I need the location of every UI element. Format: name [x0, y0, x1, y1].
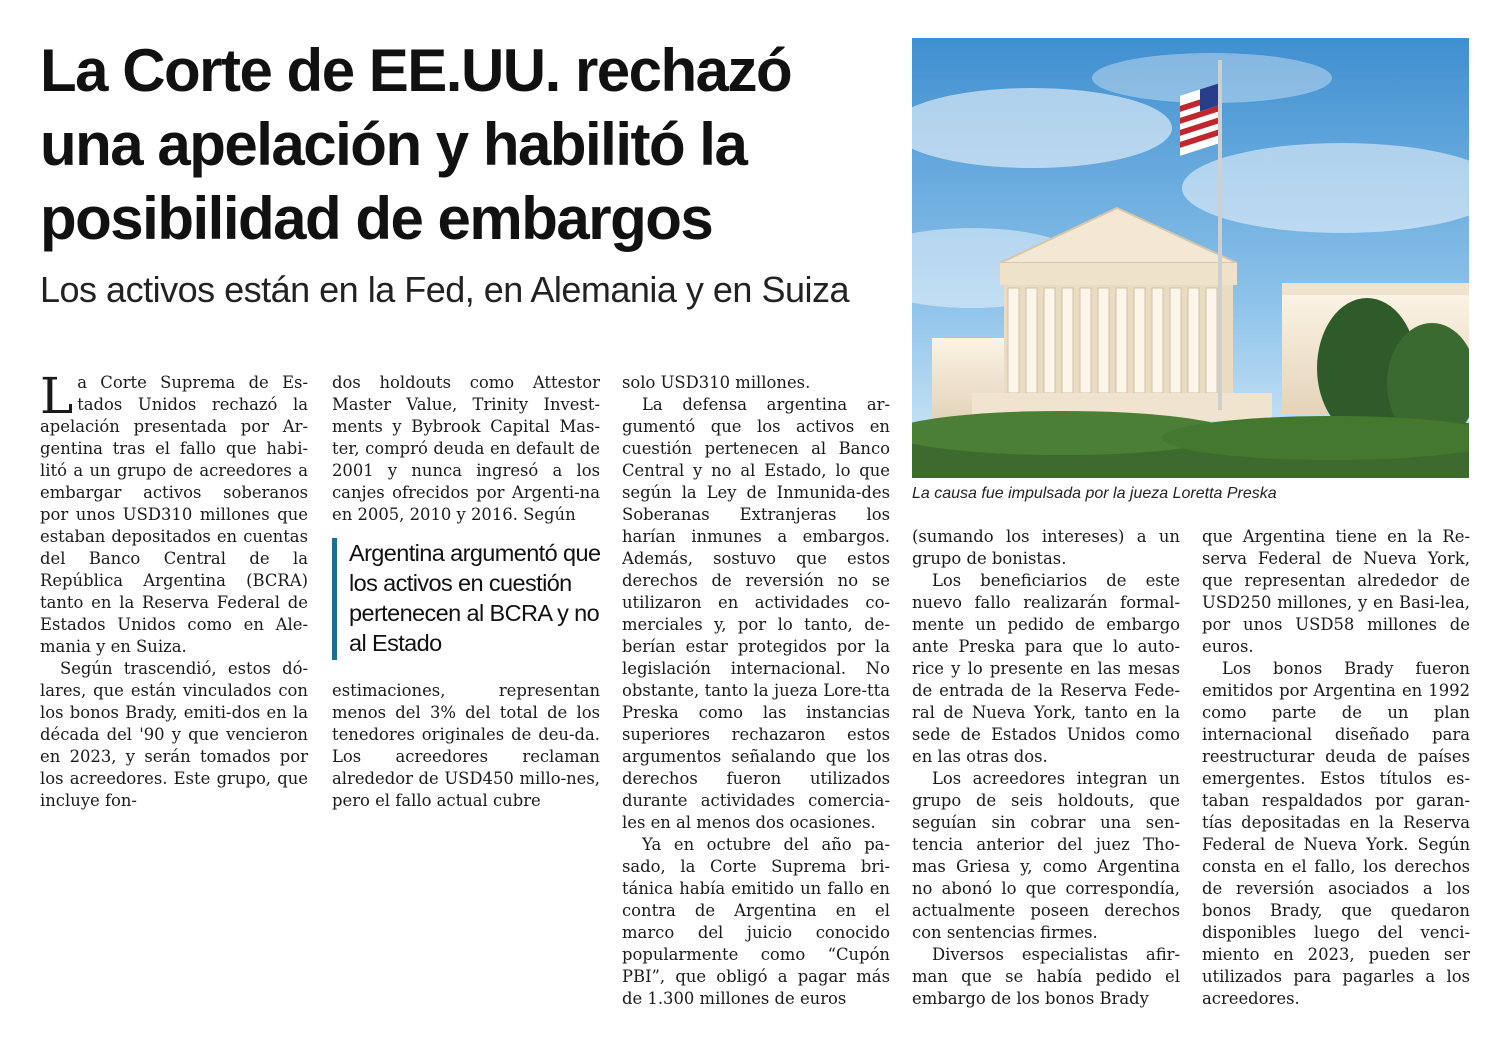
article-column-2-bottom [332, 680, 600, 820]
article-column-1 [40, 372, 308, 820]
paragraph: Según trascendió, estos dó-lares, que están vinculados con los bonos Brady, emiti-dos en la década del '90 y que vencieron en 2023, y serán tomados por los acreedores. Este grupo, que incluye fon- [40, 659, 308, 810]
paragraph: Diversos especialistas afir-man que se había pedido el embargo de los bonos Brady [912, 945, 1180, 1008]
paragraph: Los bonos Brady fueron emitidos por Argentina en 1992 como parte de un plan internacional diseñado para reestructurar deuda de países emergentes. Estos títulos es-taban respaldados por garan-tías depositadas en la Reserva Federal de Nueva York. Según consta en el fallo, los derechos de reversión asociados a los bonos Brady, que quedaron disponibles luego del venci-miento en 2023, pueden ser utilizados para pagarles a los acreedores. [1202, 659, 1470, 1008]
paragraph: Los acreedores integran un grupo de seis holdouts, que seguían sin cobrar una sen-tencia anterior del juez Tho-mas Griesa y, como Argentina no abonó lo que correspondía, actualmente poseen derechos con sentencias firmes. [912, 769, 1180, 942]
supreme-court-photo [912, 38, 1469, 478]
paragraph-text: a Corte Suprema de Es-tados Unidos rechazó la apelación presentada por Ar-gentina tras el fallo que habi-litó a un grupo de acreedores a embargar activos soberanos por unos USD310 millones que estaban depositados en cuentas del Banco Central de la República Argentina (BCRA) tanto en la Reserva Federal de Estados Unidos como en Ale-mania y en Suiza. [40, 373, 308, 656]
pull-quote: Argentina argumentó que los activos en cuestión pertenecen al BCRA y no al Estado [332, 538, 619, 660]
photo-caption: La causa fue impulsada por la jueza Loretta Preska [912, 485, 1277, 502]
paragraph: solo USD310 millones. [622, 373, 811, 392]
article-column-2-top [332, 372, 600, 528]
paragraph: La defensa argentina ar-gumentó que los activos en cuestión pertenecen al Banco Central y no al Estado, lo que según la Ley de Inmunida-des Soberanas Extranjeras los harían inmunes a embargos. Además, sostuvo que estos derechos de reversión no se utilizaron en actividades co-merciales y, por lo tanto, de-berían estar protegidos por la legislación internacional. No obstante, tanto la jueza Lore-tta Preska como las instancias superiores rechazaron estos argumentos señalando que los derechos fueron utilizados durante actividades comercia-les en al menos dos ocasiones. [622, 395, 890, 832]
article-column-3 [622, 372, 890, 1016]
paragraph: Los beneficiarios de este nuevo fallo realizarán formal-mente un pedido de embargo ante Preska para que lo auto-rice y lo presente en las mesas de entrada de la Reserva Fede-ral de Nueva York, tanto en la sede de Estados Unidos como en las otras dos. [912, 571, 1180, 766]
paragraph: que Argentina tiene en la Re-serva Federal de Nueva York, que representan alrededor de USD250 millones, y en Basi-lea, por unos USD58 millones de euros. [1202, 527, 1470, 656]
headline: La Corte de EE.UU. rechazó una apelación y habilitó la posibilidad de embargos [40, 37, 792, 252]
paragraph [40, 372, 308, 658]
drop-cap: L [40, 372, 74, 425]
paragraph: Ya en octubre del año pa-sado, la Corte Suprema bri-tánica había emitido un fallo en contra de Argentina en el marco del juicio conocido popularmente como “Cupón PBI”, que obligó a pagar más de 1.300 millones de euros [622, 835, 890, 1008]
paragraph: dos holdouts como Attestor Master Value, Trinity Invest-ments y Bybrook Capital Mas-ter, compró deuda en default de 2001 y nunca ingresó a los canjes ofrecidos por Argenti-na en 2005, 2010 y 2016. Según [332, 373, 600, 524]
subheadline: Los activos están en la Fed, en Alemania y en Suiza [40, 269, 850, 310]
article-column-4 [912, 526, 1180, 1016]
paragraph: estimaciones, representan menos del 3% del total de los tenedores originales de deu-da. Los acreedores reclaman alrededor de USD450 millo-nes, pero el fallo actual cubre [332, 681, 600, 810]
paragraph: (sumando los intereses) a un grupo de bonistas. [912, 527, 1180, 568]
article-column-5 [1202, 526, 1470, 1016]
